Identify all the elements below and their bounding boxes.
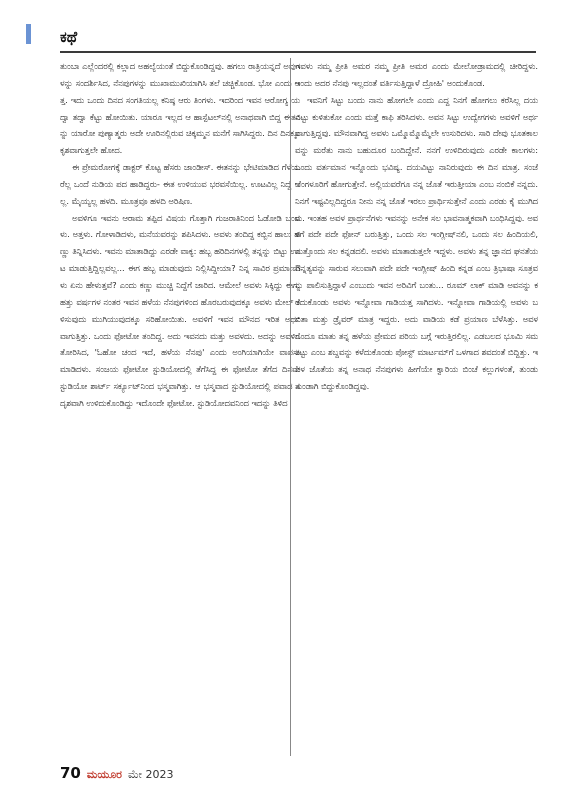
title-divider: [60, 51, 536, 53]
paragraph: ಅವಳಿಗೂ ಇವನು ಆರಾಮ ತಪ್ಪಿದ ವಿಷಯ ಗೊತ್ತಾಗಿ ಗುಜರಾತಿನಿಂದ ಓಡೋಡಿ ಬಂದಳು. ಅತ್ತಳು. ಗೋಳಾಡಿದಳು, ಮನೆಯವರನ್ನು ಶಪಿಸಿದಳು. ಅವಳು ತಂದಿದ್ದ ಕಬ್ಬಿನ ಹಾಲು ಹಣ್ಣು ತಿನ್ನಿಸಿದಳು. ಇವನು ಮಾತಾಡಿದ್ದು ಎರಡೇ ವಾಕ್ಯ: ಹಬ್ಬ ಹರಿದಿನಗಳಲ್ಲಿ ತನ್ನನ್ನು ಬಿಟ್ಟು ಊಟ ಮಾಡುತ್ತಿದ್ದಿಲ್ಲವಲ್ಲ... ಈಗ ಹಬ್ಬ ಮಾಡುವುದು ನಿಲ್ಲಿಸಿದ್ದೀಯಾ? ನಿನ್ನ ಸಾವಿರ ಪ್ರಮಾಣಗಳು ಏನು ಹೇಳುತ್ತವೆ? ಎಂದು ಕಣ್ಣು ಮುಚ್ಚಿ ನಿದ್ದೆಗೆ ಜಾರಿದ. ಆಮೇಲೆ ಅವಳು ಸಿಕ್ಕಿದ್ದು ಈಗ. ಹತ್ತು ವರ್ಷಗಳ ನಂತರ ಇವನ ಹಳೆಯ ನೆನಪುಗಳಿಂದ ಹೊರಬರುವುದಕ್ಕೂ ಅವಳು ಮೇಲ್ ಕಳಿಸುವುದು ಮುಗಿಯುವುದಕ್ಕೂ ಸರಿಹೋಯಿತು. ಅವಳಿಗೆ ಇವನ ಮೌನದ ಇರಿತ ಅರ್ಥವಾಗುತ್ತಿತ್ತು. ಒಂದು ಫೋಟೋ ತಂದಿದ್ದ. ಅದು ಇವನದು ಮತ್ತು ಅವಳದು. ಅದನ್ನು ಅವಳಿಗೆ ತೋರಿಸಿದ, 'ಓಹೋ ಚಂದ ಇದೆ, ಹಳೆಯ ನೆನಪು' ಎಂದು ಅಂಗಿಯಾಗಿಯೇ ವಾಪಸು ಮಾಡಿದಳು. ಸಂಜಯ ಫೋಟೋ ಸ್ಟುಡಿಯೋದಲ್ಲಿ ತೆಗೆಸಿದ್ದ ಈ ಫೋಟೋ ತೆಗೆದ ದಿನವೇ ಸ್ಟುಡಿಯೋ ಶಾರ್ಟ್ ಸರ್ಕ್ಯೂಟ್‌ನಿಂದ ಭಸ್ಮವಾಗಿತ್ತು. ಆ ಭಸ್ಮವಾದ ಸ್ಟುಡಿಯೋದಲ್ಲಿ ಪವಾಡ ಸದೃಶವಾಗಿ ಉಳಿದುಕೊಂಡಿದ್ದು ಇದೊಂದೇ ಫೋಟೋ. ಸ್ಟುಡಿಯೋದವನಿಂದ ಇದನ್ನು ತಿಳಿದ: [60, 212, 300, 408]
paragraph: ಈ ಪ್ರೇಮರೋಗಕ್ಕೆ ಡಾಕ್ಟರ್ ಕೊಟ್ಟ ಹೆಸರು ಜಾಂಡೀಸ್. ಈತನನ್ನು ಭೇಟಿಮಾಡಿದ ಗೆಳೆಯರೆಲ್ಲ ಒಂದೆ ನುಡಿಯ ಪದ ಹಾಡಿದ್ದರು- ಈತ ಉಳಿಯುವ ಭರವಸೆಯಿಲ್ಲ. ಊಟವಿಲ್ಲ ನಿದ್ದೆ ಇಲ್ಲ. ಮೈಯ್ಯಲ್ಲ ಹಳದಿ. ಮೂತ್ರವೂ ಹಳದಿ ಅರಿಷಿಣ.: [60, 162, 300, 206]
magazine-logo: ಮಯೂರ: [86, 768, 122, 781]
issue-date: ಮೇ 2023: [127, 768, 174, 781]
paragraph: ತುಂಬಾ ಎಲ್ಲೆಂದರಲ್ಲಿ ಕಲ್ಲಾದ ಅಹಲ್ಯೆಯಂತೆ ಬಿದ್ದುಕೊಂಡಿದ್ದವು. ಹಗಲು ರಾತ್ರಿಯನ್ನದೆ ಅವುಗಳನ್ನು ಸಂದರ್ಶಿಸಿದ, ನೆನಪುಗಳನ್ನು ಮುಖಾಮುಖಿಯಾಗಿಸಿ ತಲೆ ಚಚ್ಚಿಕೊಂಡ. ಭೋ ಎಂದು ಅತ್ತ. ಇದು ಒಂದು ದಿನದ ಸಂಗತಿಯಲ್ಲ ಕನಿಷ್ಠ ಆರು ತಿಂಗಳು. ಇದರಿಂದ ಇವನ ಆರೋಗ್ಯ ಯದ್ವಾ ತದ್ವಾ ಕೆಟ್ಟು ಹೋಯಿತು. ಯಾರೂ ಇಲ್ಲದ ಆ ಹಾಸ್ಪೆಟಲ್‌ನಲ್ಲಿ ಅನಾಥವಾಗಿ ಬಿದ್ದ ಈತನನ್ನು ಯಾರೋ ಪುಣ್ಯಾತ್ಮರು ಅದೇ ಊರಿನಲ್ಲಿರುವ ಚಿಕ್ಕಮ್ಮನ ಮನೆಗೆ ಸಾಗಿಸಿದ್ದರು. ದಿನ ದಿನಕ್ಕೂ ಕೃಶವಾಗುತ್ತಲೇ ಹೋದ.: [60, 61, 300, 156]
page-number: 70: [60, 764, 81, 782]
paragraph: ಇವನಿಗೆ ಸಿಟ್ಟು ಬಂದು ನಾನು ಹೋಗಲೇ ಎಂದು ಎದ್ದ ನಿನಗೆ ಹೋಗಲು ಕರೆಸಿಲ್ಲ ದಯವಿಟ್ಟು ಕುಳಿತುಕೋ ಎಂದು ಮತ್ತೆ ಕಾಫಿ ತರಿಸಿದಳು. ಅವನ ಸಿಟ್ಟು ಉದ್ವೇಗಗಳು ಅವಳಿಗೆ ಅರ್ಥವಾಗುತ್ತಿದ್ದವು. ಮೌನವಾಗಿದ್ದ ಅವಳು ಒಮ್ಮೊಮ್ಮೊಮ್ಮೆಲೇ ಉಸುರಿದಳು. ಸಾರಿ ದೇವು ಭೂತಕಾಲವನ್ನು ಮರೆತು ನಾನು ಬಹುದೂರ ಬಂದಿದ್ದೇನೆ. ನನಗೆ ಉಳಿದಿರುವುದು ಎರಡೇ ಕಾಲಗಳು: ಒಂದು ವರ್ತಮಾನ ಇನ್ನೊಂದು ಭವಿಷ್ಯ. ದಯವಿಟ್ಟು ನಾನಿರುವುದು ಈ ದಿನ ಮಾತ್ರ. ಸಂಜೆ ಬೆಂಗಳೂರಿಗೆ ಹೋಗುತ್ತೇನೆ. ಅಲ್ಲಿಯವರೆಗೂ ನನ್ನ ಜೊತೆ ಇರುತ್ತೀಯಾ ಎಂಬ ನಂಬಿಕೆ ನನ್ನದು. ನಿನಗೆ ಇಷ್ಟವಿಲ್ಲದಿದ್ದರೂ ನೀನು ನನ್ನ ಜೊತೆ ಇರಲು ಪ್ರಾರ್ಥಿಸುತ್ತೇನೆ ಎಂದು ಎರಡು ಕೈ ಮುಗಿದಳು. ಇಂತಹ ಅವಳ ಪ್ರಾರ್ಥನೆಗಳು ಇವನನ್ನು ಅನೇಕ ಸಲ ಭಾವನಾತ್ಮಕವಾಗಿ ಬಂಧಿಸಿದ್ದವು. ಅವಳಿಗೆ ಪದೇ ಪದೇ ಫೋನ್ ಬರುತ್ತಿತ್ತು, ಒಂದು ಸಲ ಇಂಗ್ಲೀಷ್‌ನಲಿ, ಒಂದು ಸಲ ಹಿಂದಿಯಲಿ, ಮತ್ತೊಂದು ಸಲ ಕನ್ನಡದಲಿ. ಅವಳು ಮಾತಾಡುತ್ತಲೇ ಇದ್ದಳು. ಅವಳು ತನ್ನ ಜ್ಞಾನದ ಘನತೆಯ ಔನ್ನತ್ಯವನ್ನು ಸಾರುವ ಸಲುವಾಗಿ ಪದೇ ಪದೇ ಇಂಗ್ಲೀಷ್ ಹಿಂದಿ ಕನ್ನಡ ಎಂಬ ತ್ರಿಭಾಷಾ ಸೂತ್ರವನ್ನು ಪಾಲಿಸುತ್ತಿದ್ದಾಳೆ ಎಂಬುದು ಇವನ ಅರಿವಿಗೆ ಬಂತು... ರೂಮ್ ಲಾಕ್ ಮಾಡಿ ಅವನನ್ನು ಕರೆದುಕೊಂಡು ಅವಳು ಇನ್ನೋವಾ ಗಾಡಿಯತ್ತ ಸಾಗಿದಳು. ಇನ್ನೋವಾ ಗಾಡಿಯಲ್ಲಿ ಅವಳು ಬಬಿತಾ ಮತ್ತು ಡ್ರೈವರ್ ಮಾತ್ರ ಇದ್ದರು. ಅದು ವಾಡಿಯ ಕಡೆ ಪ್ರಯಾಣ ಬೆಳೆಸಿತ್ತು. ಅವಳ ಒಂದೂ ಮಾತು ತನ್ನ ಹಳೆಯ ಪ್ರೇಮದ ಪರಿಯ ಬಗ್ಗೆ ಇರುತ್ತಿರಲಿಲ್ಲ. ಎಡಬಲದ ಭೂಮಿ ಸಮತಟ್ಟು ಎಂಬ ಶಬ್ದವನ್ನು ಕಳೆದುಕೊಂಡು ಪೋಸ್ಟ್ ಮಾರ್ಟಮ್‌ಗೆ ಒಳಗಾದ ಶವದಂತೆ ಬಿದ್ದಿತ್ತು. ಇವಳ ಜೊತೆಯ ತನ್ನ ಅನಾಥ ನೆನಪುಗಳು ಹೀಗೆಯೇ ಕ್ವಾರಿಯ ಬಿಂಚೆ ಕಲ್ಲುಗಳಂತೆ, ತುಂಡು ತುಂಡಾಗಿ ಬಿದ್ದುಕೊಂಡಿದ್ದವು.: [295, 94, 538, 392]
column-divider: [290, 58, 291, 756]
paragraph: ಇವಳು ನಮ್ಮ ಪ್ರೀತಿ ಅಮರ ನಮ್ಮ ಪ್ರೀತಿ ಅಮರ ಎಂದು ಮೇಲೋಡ್ರಾಮದಲ್ಲಿ ಚೀರಿದ್ದಳು. ಇಂದು ಅದರ ನೆನಪು ಇಲ್ಲದಂತೆ ವರ್ತಿಸುತ್ತಿದ್ದಾಳೆ ದ್ರೋಹಿ' ಅಂದುಕೊಂಡ.: [295, 61, 538, 88]
page-footer: [60, 764, 174, 786]
section-accent-bar: [26, 24, 31, 44]
article-column-right: [295, 58, 538, 756]
section-title: ಕಥೆ: [60, 28, 78, 46]
article-column-left: [60, 58, 300, 756]
